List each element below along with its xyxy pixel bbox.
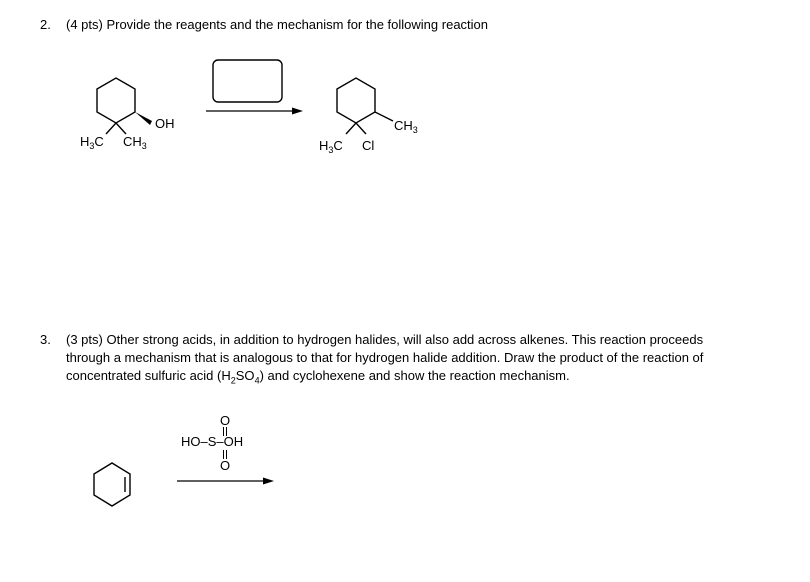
- q2-reagent-answer-box[interactable]: [213, 60, 282, 102]
- q2-product-ch3-label: $CH_3$: [394, 118, 418, 135]
- q2-reaction-arrow: [206, 108, 303, 115]
- question-3-line-1: (3 pts) Other strong acids, in addition to hydrogen halides, will also add across alkenes. This reaction proceeds: [66, 332, 704, 347]
- q3-cyclohexene-molecule: [94, 463, 130, 506]
- q3-reaction-arrow: [177, 478, 274, 485]
- question-2-text: (4 pts) Provide the reagents and the mechanism for the following reaction: [66, 17, 489, 32]
- question-3-number: 3.: [40, 332, 51, 347]
- q2-product-cl-label: Cl: [362, 138, 375, 153]
- q2-reactant-oh-label: OH: [155, 116, 175, 131]
- q2-reactant-h3c-label: $H_3C$: [80, 134, 104, 151]
- q2-reactant-molecule: [97, 78, 152, 134]
- q3-reagent-formula: HO–S–OH: [181, 434, 244, 449]
- question-2-number: 2.: [40, 17, 51, 32]
- question-3-line-2: through a mechanism that is analogous to that for hydrogen halide addition. Draw the product of the reaction of: [66, 350, 704, 365]
- q2-reactant-ch3-label: $CH_3$: [123, 134, 147, 151]
- question-3-line-3: concentrated sulfuric acid $(H_2SO_4)$ and cyclohexene and show the reaction mechanism.: [66, 368, 570, 386]
- q2-product-molecule: [337, 78, 393, 134]
- q2-product-h3c-label: $H_3C$: [319, 138, 343, 155]
- q3-reagent-top-oxygen: O: [220, 413, 231, 428]
- q3-reagent-bottom-oxygen: O: [220, 458, 231, 473]
